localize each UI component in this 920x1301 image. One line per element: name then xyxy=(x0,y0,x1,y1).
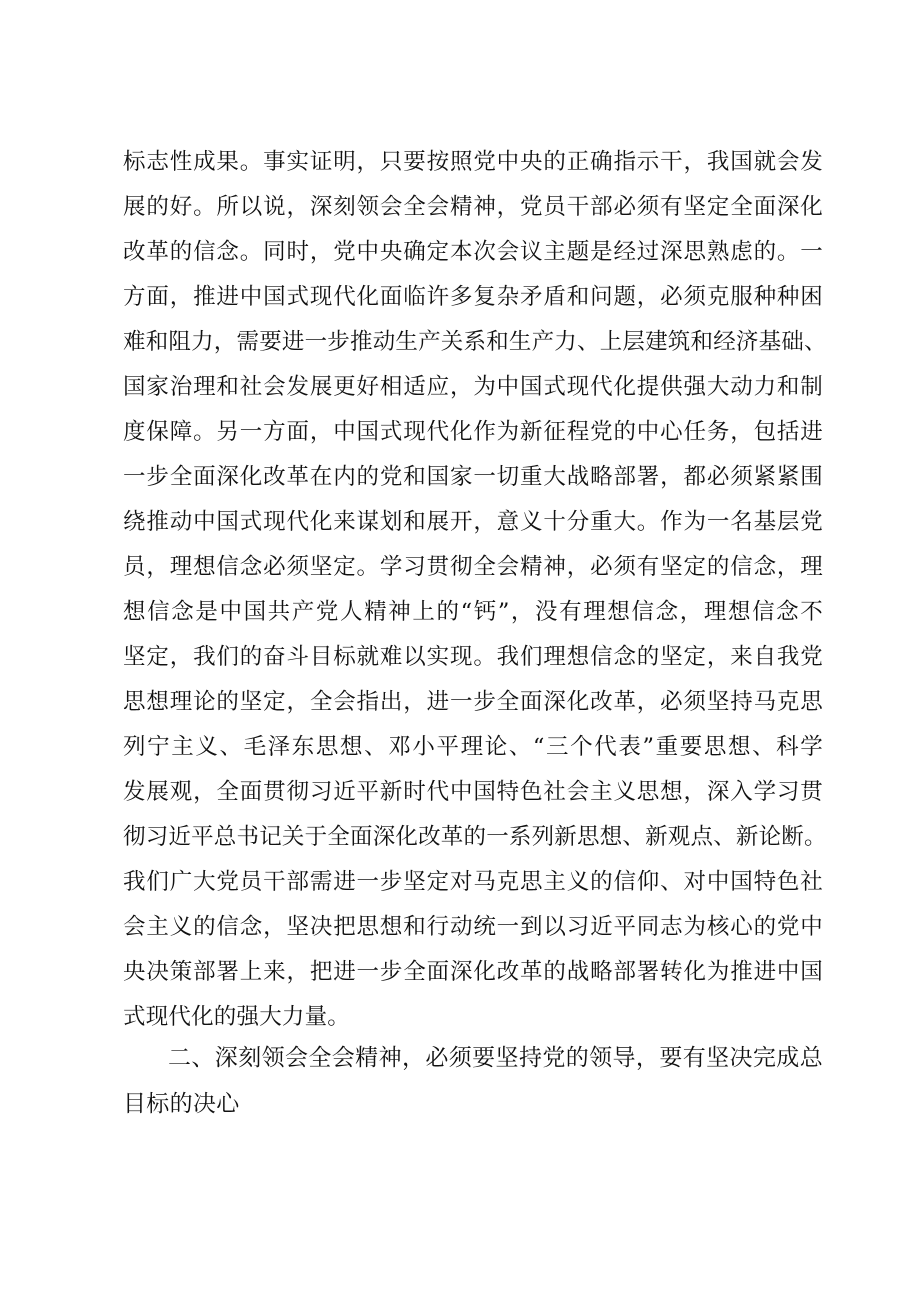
body-paragraph xyxy=(123,140,827,1040)
paragraph-line: 难和阻力，需要进一步推动生产关系和生产力、上层建筑和经济基础、 xyxy=(123,329,827,355)
section-heading xyxy=(123,1035,823,1127)
paragraph-line: 绕推动中国式现代化来谋划和展开，意义十分重大。作为一名基层党 xyxy=(123,509,823,535)
paragraph-line: 展的好。所以说，深刻领会全会精神，党员干部必须有坚定全面深化 xyxy=(123,194,823,220)
paragraph-line: 度保障。另一方面，中国式现代化作为新征程党的中心任务，包括进 xyxy=(123,419,823,445)
paragraph-line: 坚定，我们的奋斗目标就难以实现。我们理想信念的坚定，来自我党 xyxy=(123,644,823,670)
paragraph-line: 想信念是中国共产党人精神上的“钙”，没有理想信念，理想信念不 xyxy=(123,599,823,625)
heading-line: 二、深刻领会全会精神，必须要坚持党的领导，要有坚决完成总 xyxy=(168,1045,823,1071)
heading-line: 目标的决心 xyxy=(123,1091,240,1117)
paragraph-line: 会主义的信念，坚决把思想和行动统一到以习近平同志为核心的党中 xyxy=(123,914,823,940)
paragraph-line: 发展观，全面贯彻习近平新时代中国特色社会主义思想，深入学习贯 xyxy=(123,779,823,805)
paragraph-line: 思想理论的坚定，全会指出，进一步全面深化改革，必须坚持马克思 xyxy=(123,689,823,715)
paragraph-line: 列宁主义、毛泽东思想、邓小平理论、“三个代表”重要思想、科学 xyxy=(123,734,823,760)
paragraph-line: 央决策部署上来，把进一步全面深化改革的战略部署转化为推进中国 xyxy=(123,959,823,985)
paragraph-line: 方面，推进中国式现代化面临许多复杂矛盾和问题，必须克服种种困 xyxy=(123,284,823,310)
paragraph-line: 改革的信念。同时，党中央确定本次会议主题是经过深思熟虑的。一 xyxy=(123,239,823,265)
paragraph-line: 式现代化的强大力量。 xyxy=(123,1004,351,1030)
paragraph-line: 国家治理和社会发展更好相适应，为中国式现代化提供强大动力和制 xyxy=(123,374,823,400)
paragraph-line: 我们广大党员干部需进一步坚定对马克思主义的信仰、对中国特色社 xyxy=(123,869,823,895)
paragraph-line: 标志性成果。事实证明，只要按照党中央的正确指示干，我国就会发 xyxy=(123,149,823,175)
paragraph-line: 员，理想信念必须坚定。学习贯彻全会精神，必须有坚定的信念，理 xyxy=(123,554,823,580)
paragraph-line: 一步全面深化改革在内的党和国家一切重大战略部署，都必须紧紧围 xyxy=(123,464,823,490)
paragraph-line: 彻习近平总书记关于全面深化改革的一系列新思想、新观点、新论断。 xyxy=(123,824,827,850)
